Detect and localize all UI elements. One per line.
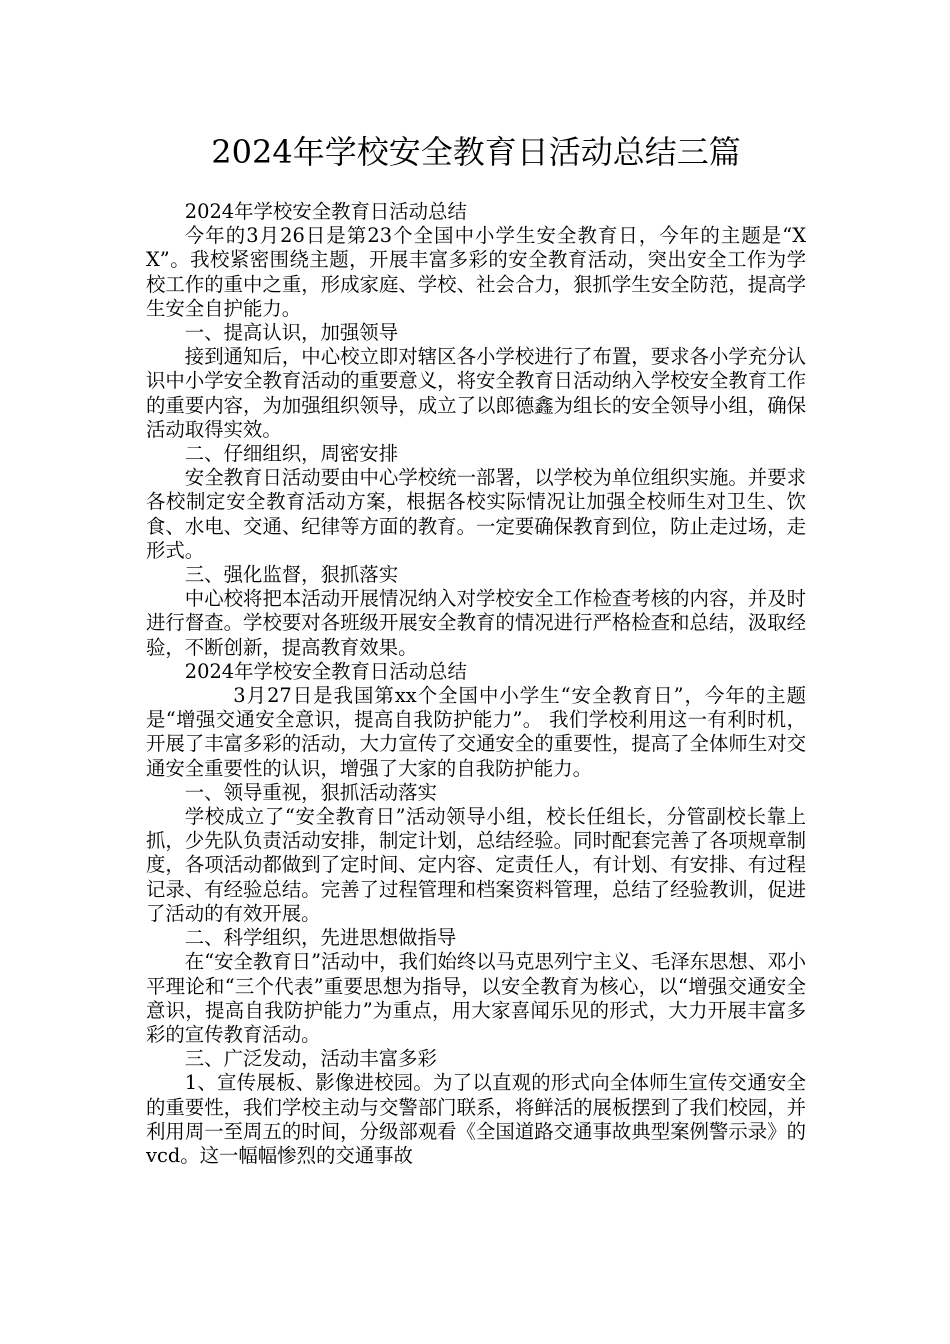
body-paragraph: 3月27日是我国第xx个全国中小学生“安全教育日”，今年的主题是“增强交通安全意识，提高自我防护能力”。 我们学校利用这一有利时机，开展了丰富多彩的活动，大力宣传了交通安全的重要性，提高了全体师生对交通安全重要性的认识，增强了大家的自我防护能力。 (146, 684, 806, 780)
section-heading: 2024年学校安全教育日活动总结 (184, 200, 467, 223)
body-paragraph: 中心校将把本活动开展情况纳入对学校安全工作检查考核的内容，并及时进行督查。学校要对各班级开展安全教育的情况进行严格检查和总结，汲取经验，不断创新，提高教育效果。 (146, 587, 806, 659)
section-heading: 二、科学组织，先进思想做指导 (184, 926, 457, 950)
body-paragraph: 接到通知后，中心校立即对辖区各小学校进行了布置，要求各小学充分认识中小学安全教育活动的重要意义，将安全教育日活动纳入学校安全教育工作的重要内容，为加强组织领导，成立了以郎德鑫为组长的安全领导小组，确保活动取得实效。 (146, 345, 806, 441)
body-paragraph: 1、宣传展板、影像进校园。为了以直观的形式向全体师生宣传交通安全的重要性，我们学校主动与交警部门联系，将鲜活的展板摆到了我们校园，并利用周一至周五的时间，分级部观看《全国道路交通事故典型案例警示录》的vcd。这一幅幅惨烈的交通事故 (146, 1071, 806, 1167)
title-spacer (146, 176, 806, 200)
body-paragraph: 安全教育日活动要由中心学校统一部署，以学校为单位组织实施。并要求各校制定安全教育活动方案，根据各校实际情况让加强全校师生对卫生、饮食、水电、交通、纪律等方面的教育。一定要确保教育到位，防止走过场，走形式。 (146, 466, 806, 562)
section-heading: 一、提高认识，加强领导 (184, 321, 399, 345)
section-heading: 二、仔细组织，周密安排 (184, 442, 399, 466)
document-title: 2024年学校安全教育日活动总结三篇 (211, 133, 741, 171)
document-page (146, 128, 806, 1168)
section-heading: 三、广泛发动，活动丰富多彩 (184, 1047, 437, 1071)
body-paragraph: 今年的3月26日是第23个全国中小学生安全教育日，今年的主题是“XX”。我校紧密围绕主题，开展丰富多彩的安全教育活动，突出安全工作为学校工作的重中之重，形成家庭、学校、社会合力，狠抓学生安全防范，提高学生安全自护能力。 (146, 224, 806, 320)
body-paragraph: 在“安全教育日”活动中，我们始终以马克思列宁主义、毛泽东思想、邓小平理论和“三个代表”重要思想为指导，以安全教育为核心，以“增强交通安全意识，提高自我防护能力”为重点，用大家喜闻乐见的形式，大力开展丰富多彩的宣传教育活动。 (146, 950, 806, 1046)
section-heading: 三、强化监督，狠抓落实 (184, 563, 399, 587)
section-heading: 2024年学校安全教育日活动总结 (184, 659, 467, 683)
body-paragraph: 学校成立了“安全教育日”活动领导小组，校长任组长，分管副校长靠上抓，少先队负责活动安排，制定计划，总结经验。同时配套完善了各项规章制度，各项活动都做到了定时间、定内容、定责任人，有计划、有安排、有过程记录、有经验总结。完善了过程管理和档案资料管理，总结了经验教训，促进了活动的有效开展。 (146, 805, 806, 925)
section-heading: 一、领导重视，狠抓活动落实 (184, 780, 437, 804)
